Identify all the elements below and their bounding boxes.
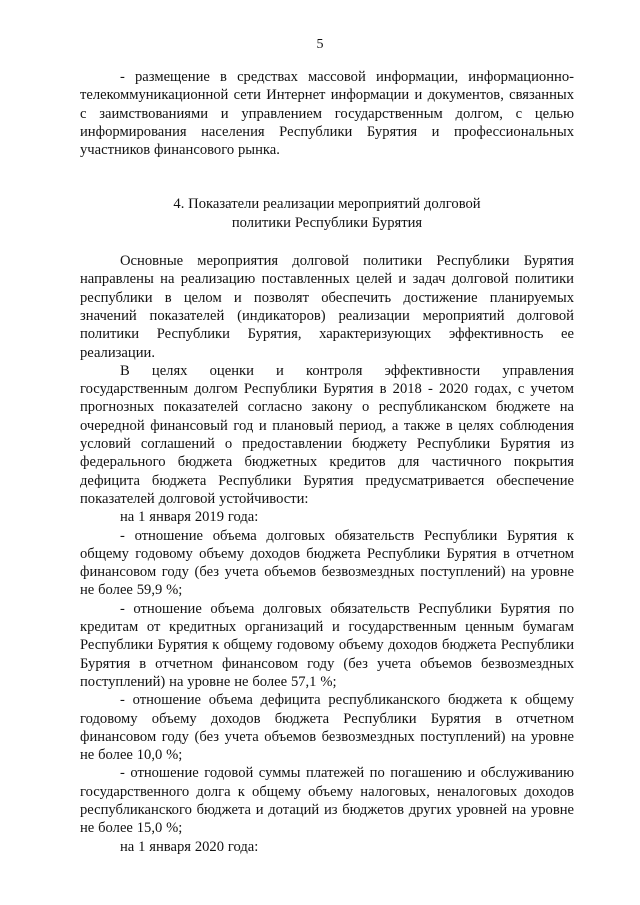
- body-paragraph: Основные мероприятия долговой политики Республики Бурятия направлены на реализацию поставленных целей и задач долговой политики республики в целом и позволят обеспечить достижение планируемых значений показателей (индикаторов) реализации мероприятий долговой политики Республики Бурятия, характеризующих эффективность ее реализации.: [80, 253, 574, 361]
- intro-paragraph: - размещение в средствах массовой информации, информационно-телекоммуникационной сети Интернет информации и документов, связанных с заимствованиями и управлением государственным долгом, с целью информирования населения Республики Бурятия и профессиональных участников финансового рынка.: [80, 69, 574, 159]
- indicator-item: - отношение объема долговых обязательств Республики Бурятия по кредитам от кредитных организаций и государственным ценным бумагам Республики Бурятия к общему годовому объему доходов бюджета Республики Бурятия в отчетном финансовом году (без учета объемов безвозмездных поступлений) на уровне не более 57,1 %;: [80, 600, 574, 690]
- indicator-item: - отношение годовой суммы платежей по погашению и обслуживанию государственного долга к общему объему налоговых, неналоговых доходов республиканского бюджета и дотаций из бюджетов других уровней на уровне не более 15,0 %;: [80, 765, 574, 837]
- indicator-item: - отношение объема долговых обязательств Республики Бурятия к общему годовому объему доходов бюджета Республики Бурятия в отчетном финансовом году (без учета объемов безвозмездных поступлений) на уровне не более 59,9 %;: [80, 527, 574, 599]
- body-paragraph: В целях оценки и контроля эффективности управления государственным долгом Республики Бурятия в 2018 - 2020 годах, с учетом прогнозных показателей согласно закону о республиканском бюджете на очередной финансовый год и плановый период, а также в целях соблюдения условий соглашений о предоставлении бюджету Республики Бурятия из федерального бюджета бюджетных кредитов для частичного покрытия дефицита бюджета Республики Бурятия предусматривается обеспечение показателей долговой устойчивости:: [80, 362, 574, 507]
- page-content: [80, 68, 574, 856]
- page-number: 5: [316, 37, 324, 52]
- indicator-item: - отношение объема дефицита республиканского бюджета к общему годовому объему доходов бюджета Республики Бурятия в отчетном финансовом году (без учета объемов безвозмездных поступлений) на уровне не более 10,0 %;: [80, 692, 574, 764]
- spacer: [80, 159, 574, 195]
- spacer: [80, 232, 574, 252]
- section-title-line-1: 4. Показатели реализации мероприятий долговой: [173, 196, 481, 213]
- date-subheading: на 1 января 2019 года:: [120, 509, 259, 526]
- date-subheading: на 1 января 2020 года:: [120, 838, 259, 855]
- section-title-line-2: политики Республики Бурятия: [231, 214, 423, 231]
